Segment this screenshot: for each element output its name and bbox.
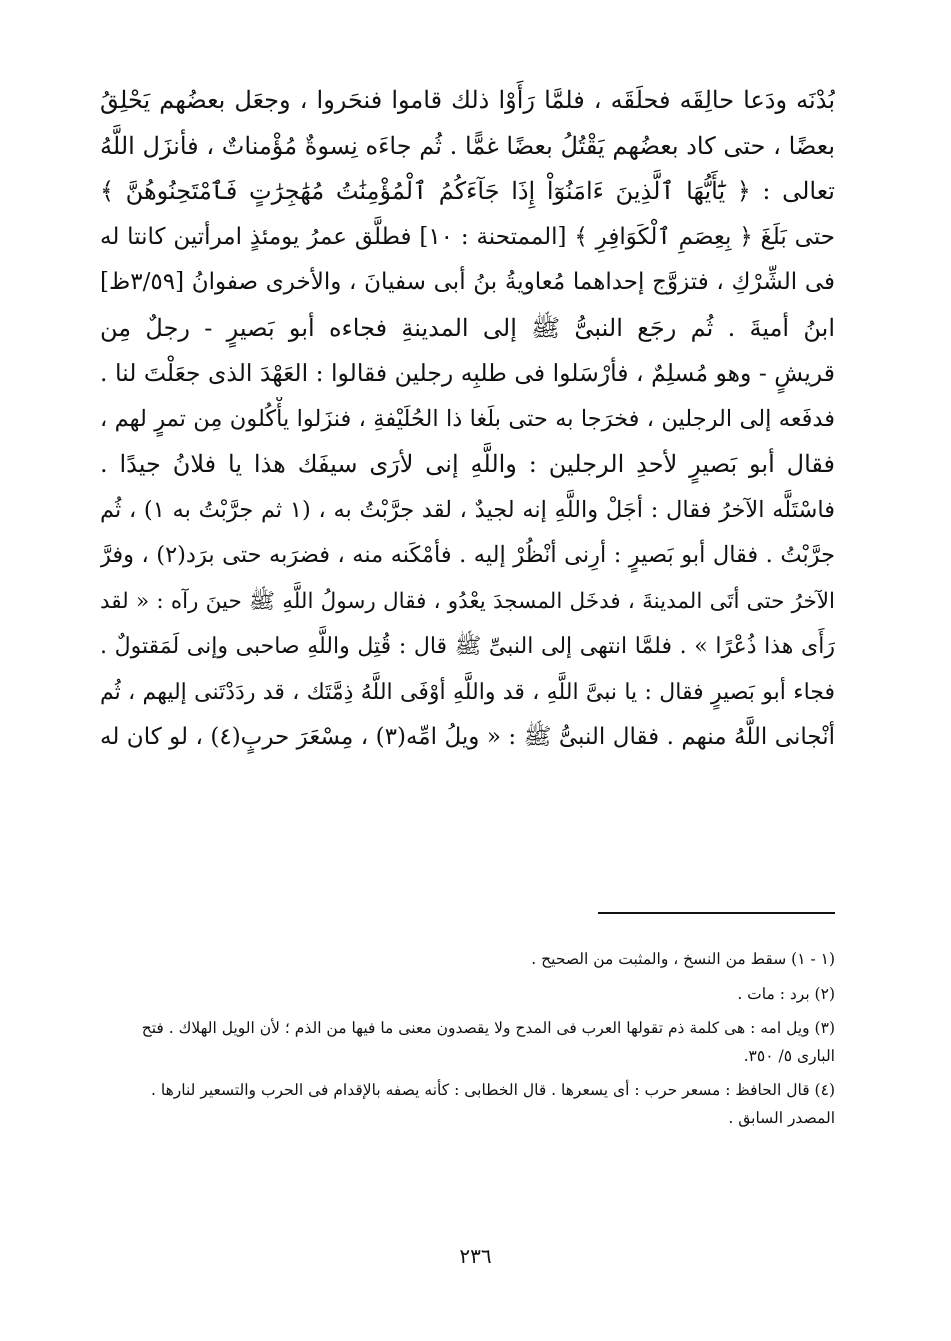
body-line: فاسْتَلَّه الآخرُ فقال : أجَلْ واللَّهِ إنه لجيدٌ ، لقد جرَّبْتُ به ، (١ ثم جرَّبْتُ به ١) ، ثُم xyxy=(100,496,835,523)
body-line: فقال أبو بَصيرٍ لأحدِ الرجلين : واللَّهِ إنى لأرَى سيفَك هذا يا فلانُ جيدًا . xyxy=(100,450,835,478)
body-line: تعالى : ﴿ يَٰٓأَيُّهَا ٱلَّذِينَ ءَامَنُوٓاْ إِذَا جَآءَكُمُ ٱلْمُؤْمِنَٰتُ مُهَٰجِرَٰتٍ فَٱمْتَحِنُوهُنَّ ﴾ xyxy=(100,177,835,205)
body-line: جرَّبْتُ . فقال أبو بَصيرٍ : أرِنى أنْظُرْ إليه . فأمْكَنه منه ، فضرَبه حتى برَد(٢) ، وفرَّ xyxy=(100,542,835,568)
body-line: فى الشِّرْكِ ، فتزوَّج إحداهما مُعاويةُ بنُ أبى سفيانَ ، والأخرى صفوانُ [٣/٥٩ظ] xyxy=(100,269,835,295)
body-line: حتى بَلَغَ ﴿ بِعِصَمِ ٱلْكَوَافِرِ ﴾ [الممتحنة : ١٠] فطلَّق عمرُ يومئذٍ امرأتين كانتا له xyxy=(100,223,835,250)
body-line: فجاء أبو بَصيرٍ فقال : يا نبىَّ اللَّهِ ، قد واللَّهِ أوْفَى اللَّهُ ذِمَّتَك ، قد ردَدْتَنى إليهم ، ثُم xyxy=(100,679,835,705)
page-number: ٢٣٦ xyxy=(459,1244,492,1268)
footnote: (٢) برد : مات . xyxy=(737,984,835,1003)
body-line: أنْجانى اللَّهُ منهم . فقال النبىُّ ﷺ : « ويلُ امِّه(٣) ، مِسْعَرَ حربٍ(٤) ، لو كان له xyxy=(100,724,835,750)
body-line: قريشٍ - وهو مُسلِمٌ ، فأرْسَلوا فى طلبِه رجلين فقالوا : العَهْدَ الذى جعَلْتَ لنا . xyxy=(100,359,835,387)
footnotes-block xyxy=(100,946,835,1139)
body-line: بُدْنَه ودَعا حالِقَه فحلَقَه ، فلمَّا رَأَوْا ذلك قاموا فنحَروا ، وجعَل بعضُهم يَحْلِقُ xyxy=(100,86,835,114)
body-line: ابنُ أميةَ . ثُم رجَع النبىُّ ﷺ إلى المدينةِ فجاءه أبو بَصيرٍ - رجلٌ مِن xyxy=(100,313,835,342)
footnote-divider xyxy=(598,912,835,914)
footnote: (٤) قال الحافظ : مسعر حرب : أى يسعرها . قال الخطابى : كأنه يصفه بالإقدام فى الحرب والتسعير لنارها . المصدر السابق . xyxy=(151,1081,835,1127)
body-line: بعضًا ، حتى كاد بعضُهم يَقْتُلُ بعضًا غمًّا . ثُم جاءَه نِسوةٌ مُؤْمناتٌ ، فأنزَل اللَّهُ xyxy=(100,131,835,160)
footnote: (١ - ١) سقط من النسخ ، والمثبت من الصحيح . xyxy=(531,950,835,968)
body-line: الآخرُ حتى أتَى المدينةَ ، فدخَل المسجدَ يعْدُو ، فقال رسولُ اللَّهِ ﷺ حينَ رآه : « لقد xyxy=(100,588,835,614)
footnote: (٣) ويل امه : هى كلمة ذم تقولها العرب فى المدح ولا يقصدون معنى ما فيها من الذم ؛ لأن الويل الهلاك . فتح البارى ٥/ ٣٥٠. xyxy=(141,1019,835,1065)
body-line: رَأَى هذا ذُعْرًا » . فلمَّا انتهى إلى النبىِّ ﷺ قال : قُتِل واللَّهِ صاحبى وإنى لَمَقتولٌ . xyxy=(100,634,835,659)
main-text-block xyxy=(100,78,835,761)
body-line: فدفَعه إلى الرجلين ، فخرَجا به حتى بلَغا ذا الحُلَيْفةِ ، فنزَلوا يأْكُلون مِن تمرٍ لهم ، xyxy=(100,405,835,432)
